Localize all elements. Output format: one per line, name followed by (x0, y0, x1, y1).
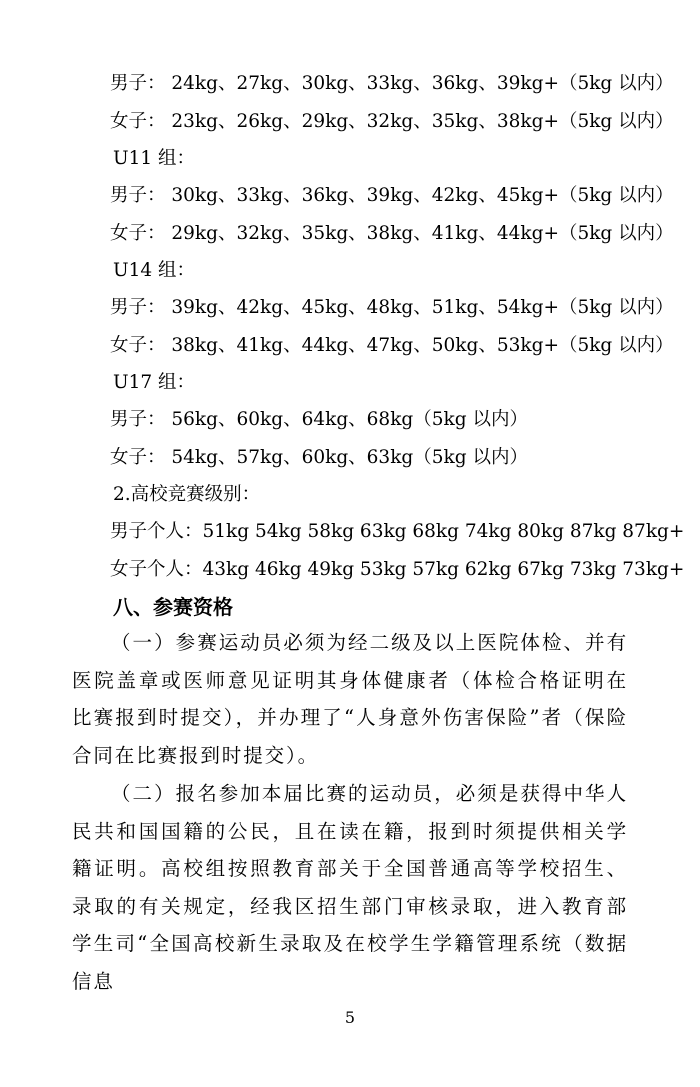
weight-class-line: 男子个人：51kg 54kg 58kg 63kg 68kg 74kg 80kg 87kg 87kg+ (110, 521, 685, 542)
weight-class-line: 男子： 39kg、42kg、45kg、48kg、51kg、54kg+（5kg 以内） (110, 297, 674, 318)
section-heading: 八、参赛资格 (113, 595, 233, 619)
group-label: U17 组： (113, 372, 196, 393)
weight-class-line: 男子： 56kg、60kg、64kg、68kg（5kg 以内） (110, 409, 528, 430)
weight-class-line: 女子： 23kg、26kg、29kg、32kg、35kg、38kg+（5kg 以内） (110, 111, 674, 132)
weight-class-line: 女子： 38kg、41kg、44kg、47kg、50kg、53kg+（5kg 以内） (110, 335, 674, 356)
weight-class-line: 女子个人：43kg 46kg 49kg 53kg 57kg 62kg 67kg 73kg 73kg+ (110, 559, 685, 580)
group-label: U14 组： (113, 260, 196, 281)
weight-class-line: 男子： 30kg、33kg、36kg、39kg、42kg、45kg+（5kg 以内） (110, 185, 674, 206)
weight-class-line: 女子： 54kg、57kg、60kg、63kg（5kg 以内） (110, 447, 528, 468)
group-label: U11 组： (113, 148, 196, 169)
weight-class-line: 女子： 29kg、32kg、35kg、38kg、41kg、44kg+（5kg 以内） (110, 223, 674, 244)
paragraph-1: （一）参赛运动员必须为经二级及以上医院体检、并有医院盖章或医师意见证明其身体健康者（体检合格证明在比赛报到时提交），并办理了“人身意外伤害保险”者（保险合同在比赛报到时提交）。 (72, 631, 628, 767)
subsection-label: 2.高校竞赛级别： (113, 484, 261, 505)
weight-class-line: 男子： 24kg、27kg、30kg、33kg、36kg、39kg+（5kg 以内） (110, 73, 674, 94)
paragraph-2: （二）报名参加本届比赛的运动员，必须是获得中华人民共和国国籍的公民，且在读在籍，报到时须提供相关学籍证明。高校组按照教育部关于全国普通高等学校招生、录取的有关规定，经我区招生部门审核录取，进入教育部学生司“全国高校新生录取及在校学生学籍管理系统（数据信息 (72, 782, 628, 993)
page-number: 5 (344, 1008, 356, 1027)
